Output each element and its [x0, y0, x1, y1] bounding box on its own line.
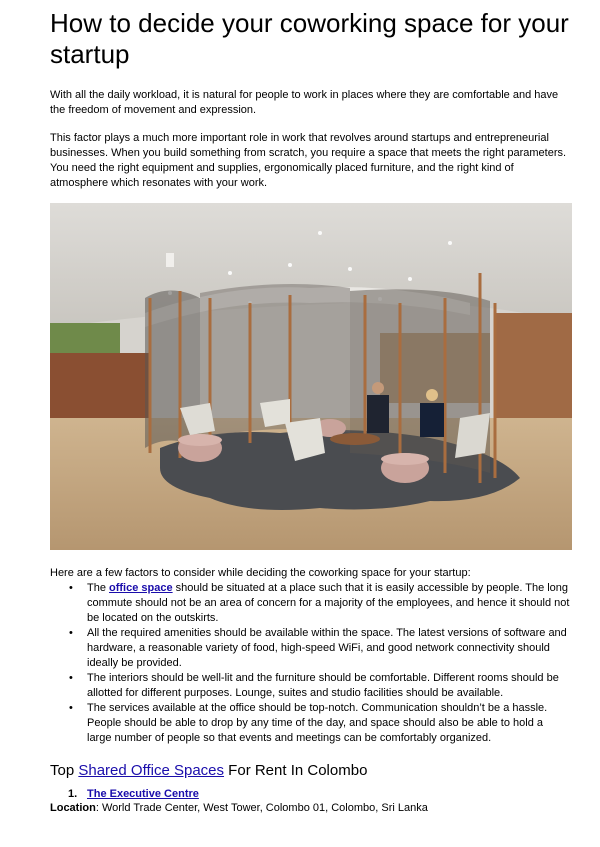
factors-section: [50, 566, 570, 746]
list-item: • All the required amenities should be available within the space. The latest versions of software and hardware, a reasonable variety of food, high-speed WiFi, and good network connectivity should ideally be provided.: [69, 627, 567, 669]
shared-office-spaces-link[interactable]: Shared Office Spaces: [78, 762, 225, 779]
list-item: • The interiors should be well-lit and the furniture should be comfortable. Different rooms should be allotted for different purposes. Lounge, suites and studio facilities should be available.: [69, 672, 559, 699]
numbered-list-item: 1. The Executive Centre: [68, 788, 199, 800]
context-paragraph: This factor plays a much more important role in work that revolves around startups and entrepreneurial businesses. When you build something from scratch, you require a space that meets the right parameters. You need the right equipment and supplies, ergonomically placed furniture, and the right kind of atmosphere which resonates with your work.: [50, 132, 567, 189]
office-space-link[interactable]: office space: [109, 582, 173, 594]
executive-centre-link[interactable]: The Executive Centre: [87, 788, 199, 800]
factors-intro: Here are a few factors to consider while deciding the coworking space for your startup:: [50, 567, 471, 579]
bullet-icon: •: [69, 627, 73, 639]
list-item: • The services available at the office should be top-notch. Communication shouldn’t be a hassle. People should be able to drop by any time of the day, and space should also be able to hold a large number of people so that events and meetings can be comfortably organized.: [69, 702, 548, 744]
coworking-lounge-photo: [50, 203, 572, 550]
section-heading: Top Shared Office Spaces For Rent In Colombo: [50, 762, 368, 779]
list-item: • The office space should be situated at a place such that it is easily accessible by people. The long commute should not be an area of concern for a majority of the employees, and hence it should not be located on the outskirts.: [69, 582, 570, 624]
bullet-icon: •: [69, 582, 73, 594]
location-line: Location: World Trade Center, West Tower, Colombo 01, Colombo, Sri Lanka: [50, 802, 428, 814]
page-title: How to decide your coworking space for your startup: [50, 8, 569, 69]
intro-paragraph: With all the daily workload, it is natural for people to work in places where they are comfortable and have the freedom of movement and expression.: [50, 89, 559, 116]
bullet-icon: •: [69, 702, 73, 714]
bullet-icon: •: [69, 672, 73, 684]
factors-list: [50, 581, 570, 746]
